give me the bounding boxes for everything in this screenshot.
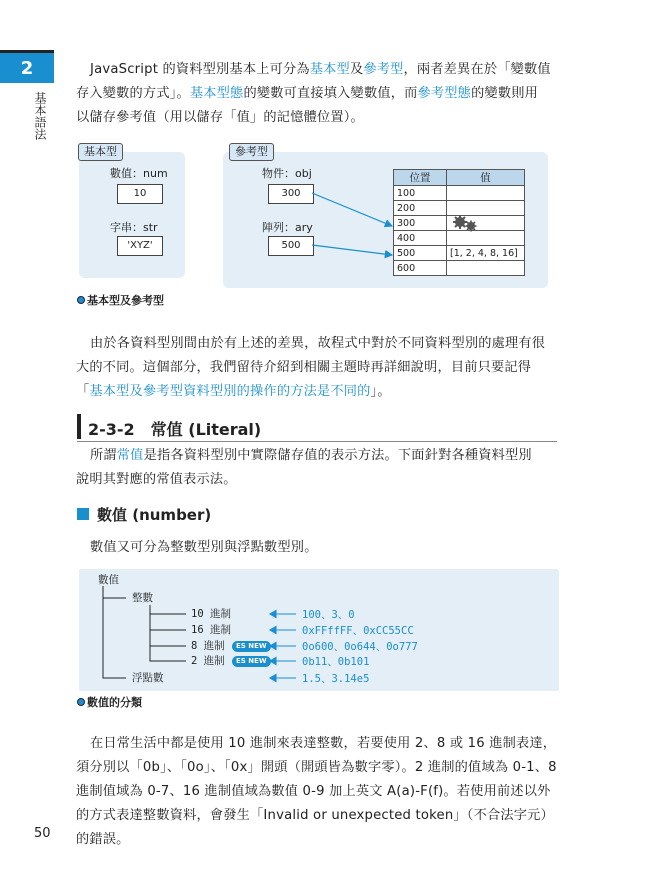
basic-type-tag: 基本型 [78, 143, 123, 161]
str-label: 字串：str [110, 221, 158, 234]
intro-paragraph: JavaScript 的資料型別基本上可分為基本型及參考型，兩者差異在於「變數值 存入變數的方式」。基本型態的變數可直接填入變數值，而參考型態的變數則用 以儲存參考值（用以儲存「值」的記憶體位置）。 [76, 62, 551, 125]
section-title: 2-3-2 常值 (Literal) [88, 420, 262, 439]
tree-leaf-hex: 16 進制 [191, 624, 231, 636]
literal-paragraph: 所謂常值是指各資料型別中實際儲存值的表示方法。下面針對各種資料型別 說明其對應的常值表示法。 [76, 448, 532, 487]
subsection-title: 數值 (number) [97, 506, 212, 524]
es-new-badge: ES NEW [232, 641, 271, 652]
tree-node-integer: 整數 [132, 592, 153, 604]
tree-leaf-octal: 8 進制 [191, 640, 225, 652]
subsection-square-icon [77, 508, 89, 520]
memory-address: 100 [394, 186, 447, 201]
memory-address: 400 [394, 231, 447, 246]
reference-type-tag: 參考型 [229, 143, 274, 161]
difference-paragraph: 由於各資料型別間由於有上述的差異，故程式中對於不同資料型別的處理有很 大的不同。這個部分，我們留待介紹到相關主題時再詳細說明，目前只要記得 「基本型及參考型資料型別的操作的方法是不同的」。 [76, 336, 546, 399]
ary-value-box: 500 [268, 236, 314, 256]
figure1-caption: 基本型及參考型 [77, 292, 164, 308]
octal-literals: 0o600、0o644、0o777 [302, 641, 418, 653]
chapter-number: 2 [0, 53, 54, 83]
memory-address: 300 [394, 216, 447, 231]
memory-address: 600 [394, 261, 447, 276]
memory-value: [1, 2, 4, 8, 16] [447, 246, 525, 261]
tree-leaf-decimal: 10 進制 [191, 608, 231, 620]
ary-pointer-arrow [312, 245, 392, 255]
memory-header-address: 位置 [394, 170, 447, 186]
caption-bullet-icon [77, 296, 85, 304]
hex-literals: 0xFFffFF、0xCC55CC [302, 625, 414, 637]
radix-paragraph: 在日常生活中都是使用 10 進制來表達整數，若要使用 2、8 或 16 進制表達， 須分別以「0b」、「0o」、「0x」開頭（開頭皆為數字零）。2 進制的值域為 0-1、8 進制值域為 0-7、16 進制值域為數值 0-9 加上英文 A(a)-F(f)。若使用前述以外 的方式表達整數資料，會發生「Invalid or unexpected token」（不合法字元）的錯誤。 [76, 736, 557, 847]
page-number: 50 [34, 826, 51, 841]
decimal-literals: 100、3、0 [302, 609, 355, 621]
memory-address: 200 [394, 201, 447, 216]
obj-value-box: 300 [268, 184, 314, 204]
float-literals: 1.5、3.14e5 [302, 673, 370, 685]
section-heading-bar [77, 414, 81, 439]
num-label: 數值：num [110, 167, 168, 180]
number-paragraph: 數值又可分為整數型別與浮點數型別。 [90, 540, 318, 555]
es-new-badge: ES NEW [232, 656, 271, 667]
memory-address: 500 [394, 246, 447, 261]
tree-root-number: 數值 [98, 574, 119, 586]
tree-leaf-binary: 2 進制 [191, 655, 225, 667]
binary-literals: 0b11、0b101 [302, 656, 370, 668]
obj-pointer-arrow [312, 193, 392, 226]
chapter-title: 基本語法 [33, 92, 47, 140]
ary-label: 陣列：ary [262, 221, 313, 234]
num-value-box: 10 [117, 184, 163, 204]
tree-node-float: 浮點數 [132, 672, 164, 684]
obj-label: 物件：obj [262, 167, 312, 180]
memory-header-value: 值 [447, 170, 525, 186]
str-value-box: 'XYZ' [117, 236, 163, 256]
caption-bullet-icon [77, 698, 85, 706]
pointer-arrows [0, 0, 650, 300]
figure2-caption: 數值的分類 [77, 694, 142, 710]
